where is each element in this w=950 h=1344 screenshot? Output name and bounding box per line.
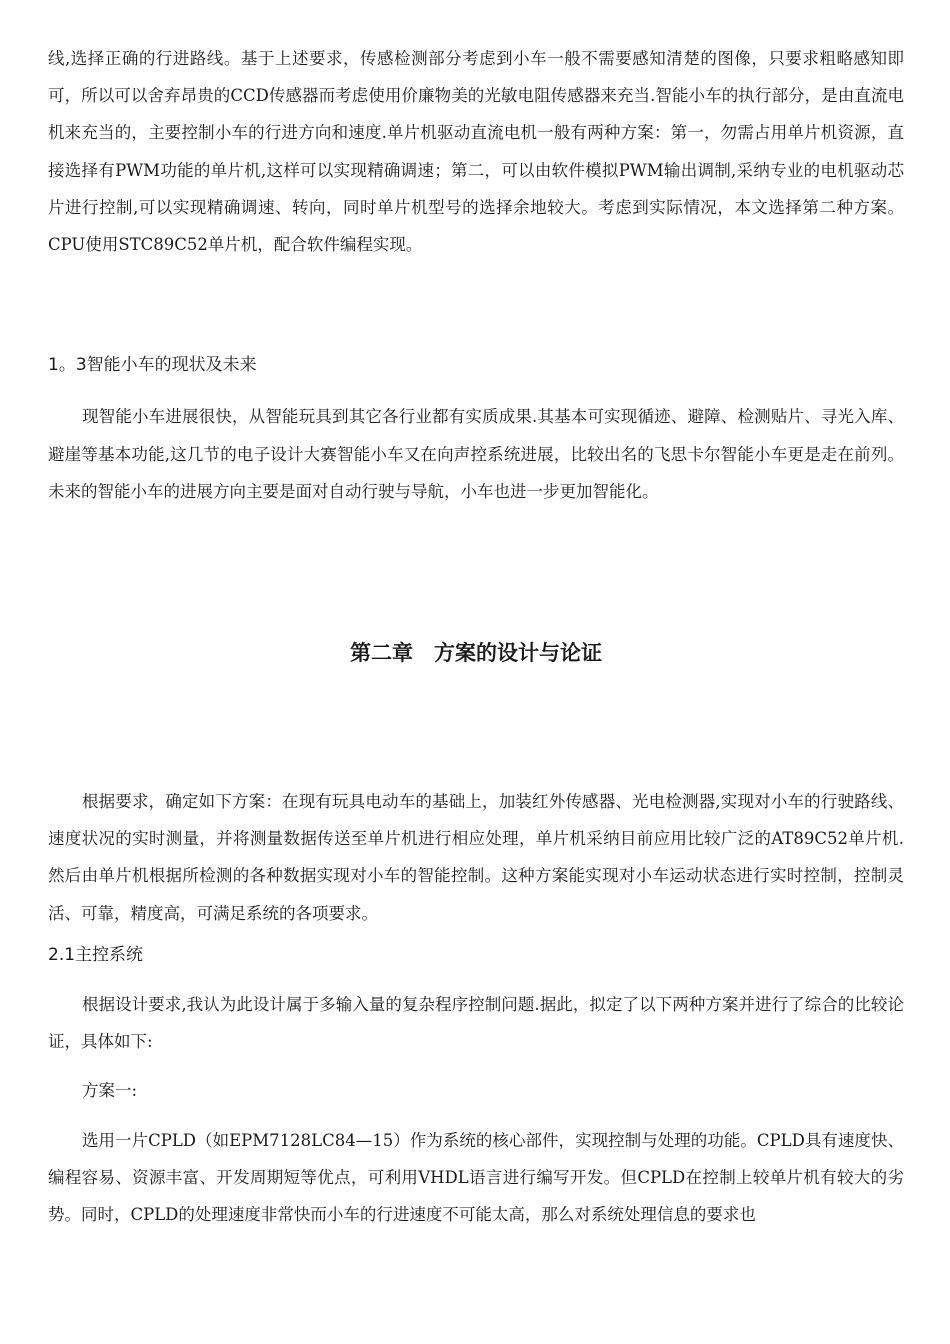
spacer (48, 1110, 904, 1122)
chapter-title: 第二章 方案的设计与论证 (350, 640, 602, 666)
section-1-3-paragraph: 现智能小车进展很快，从智能玩具到其它各行业都有实质成果.其基本可实现循迹、避障、检测贴片、寻光入库、避崖等基本功能,这几节的电子设计大赛智能小车又在向声控系统进展，比较出名的飞思卡尔智能小车更是走在前列。未来的智能小车的进展方向主要是面对自动行驶与导航，小车也进一步更加智能化。 (48, 407, 904, 501)
spacer (48, 974, 904, 986)
section-2-1-heading: 2.1主控系统 (48, 944, 144, 965)
section-2-1-paragraph: 根据设计要求,我认为此设计属于多输入量的复杂程序控制问题.据此，拟定了以下两种方案并进行了综合的比较论证，具体如下: (48, 995, 904, 1052)
chapter-2-paragraph: 根据要求，确定如下方案：在现有玩具电动车的基础上，加装红外传感器、光电检测器,实现对小车的行驶路线、速度状况的实时测量，并将测量数据传送至单片机进行相应处理，单片机采纳目前应用比较广泛的AT89C52单片机.然后由单片机根据所检测的各种数据实现对小车的智能控制。这种方案能实现对小车运动状态进行实时控制，控制灵活、可靠，精度高，可满足系统的各项要求。 (48, 792, 904, 923)
spacer (48, 510, 904, 638)
plan-one-paragraph: 选用一片CPLD（如EPM7128LC84—15）作为系统的核心部件，实现控制与处理的功能。CPLD具有速度快、编程容易、资源丰富、开发周期短等优点，可利用VHDL语言进行编写开发。但CPLD在控制上较单片机有较大的劣势。同时，CPLD的处理速度非常快而小车的行进速度不可能太高，那么对系统处理信息的要求也 (48, 1130, 904, 1225)
intro-paragraph: 线,选择正确的行进路线。基于上述要求，传感检测部分考虑到小车一般不需要感知清楚的图像，只要求粗略感知即可，所以可以舍弃昂贵的CCD传感器而考虑使用价廉物美的光敏电阻传感器来充当.智能小车的执行部分，是由直流电机来充当的，主要控制小车的行进方向和速度.单片机驱动直流电机一般有两种方案：第一，勿需占用单片机资源，直接选择有PWM功能的单片机,这样可以实现精确调速；第二，可以由软件模拟PWM输出调制,采纳专业的电机驱动芯片进行控制,可以实现精确调速、转向，同时单片机型号的选择余地较大。考虑到实际情况，本文选择第二种方案。CPU使用STC89C52单片机，配合软件编程实现。 (48, 49, 904, 255)
plan-one-label: 方案一: (82, 1081, 138, 1101)
spacer (48, 668, 904, 783)
spacer (48, 1060, 904, 1072)
section-1-3-heading: 1。3智能小车的现状及未来 (48, 355, 257, 376)
spacer (48, 263, 904, 347)
document-page (48, 40, 904, 1233)
spacer (48, 384, 904, 398)
